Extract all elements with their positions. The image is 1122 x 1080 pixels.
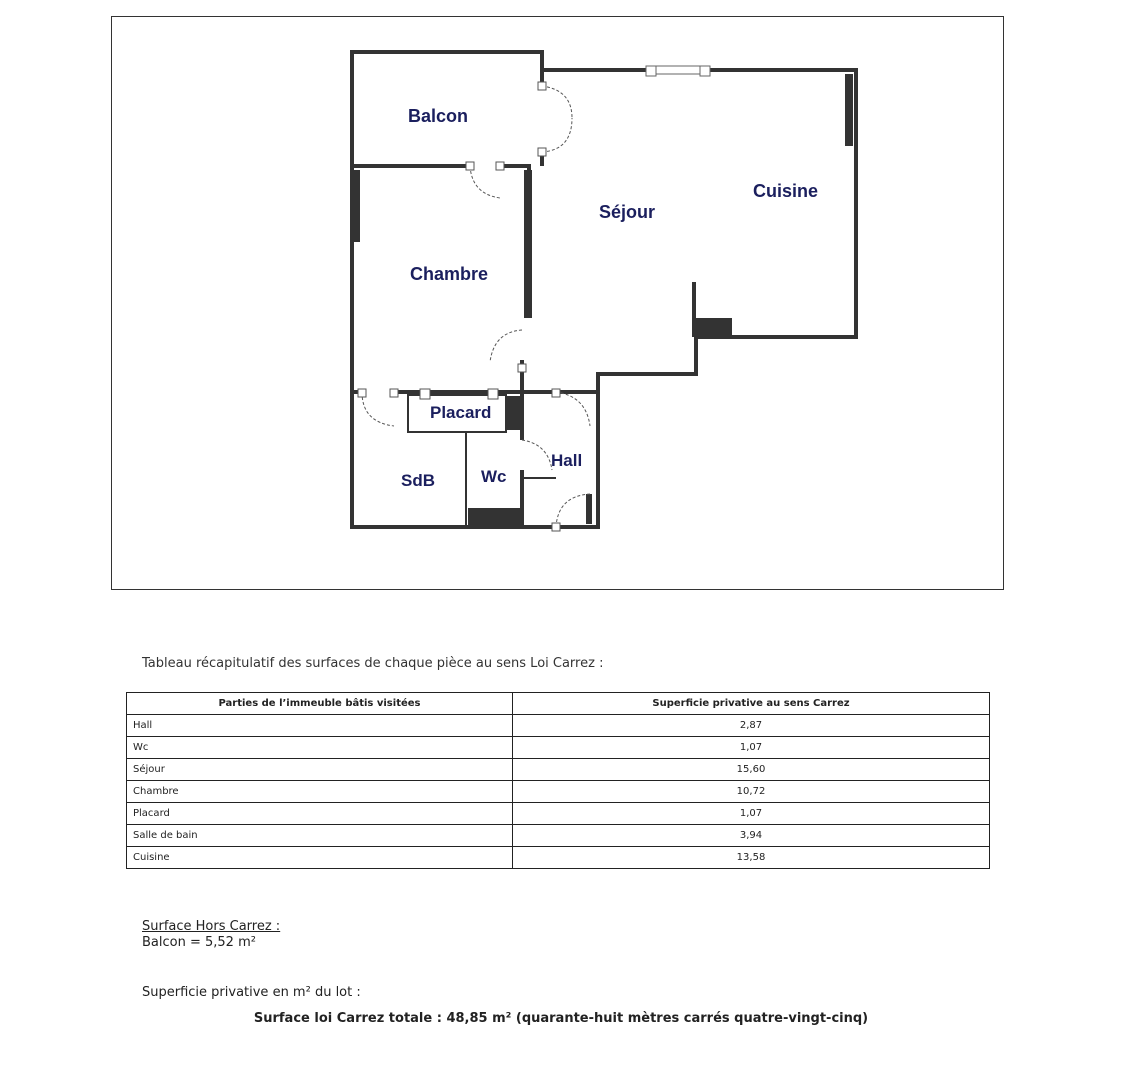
table-caption: Tableau récapitulatif des surfaces de chaque pièce au sens Loi Carrez : (142, 656, 604, 671)
wc-door-arc (522, 440, 552, 470)
sejour-wall-block (524, 170, 532, 318)
table-row (127, 825, 990, 847)
room-label-cuisine: Cuisine (753, 181, 819, 201)
room-label-placard: Placard (430, 403, 492, 422)
lot-title: Superficie privative en m² du lot : (142, 985, 361, 1000)
room-surface: 1,07 (513, 803, 990, 825)
balcon-wall (352, 166, 529, 318)
table-header-row (127, 693, 990, 715)
room-name: Salle de bain (127, 825, 513, 847)
room-name: Séjour (127, 759, 513, 781)
total-surface-words: (quarante-huit mètres carrés quatre-vingt-cinq) (515, 1011, 869, 1026)
room-name: Placard (127, 803, 513, 825)
total-surface (0, 1011, 1122, 1026)
room-surface: 1,07 (513, 737, 990, 759)
room-label-chambre: Chambre (410, 264, 489, 284)
room-surface: 3,94 (513, 825, 990, 847)
wc-block (468, 508, 520, 525)
room-label-balcon: Balcon (408, 106, 469, 126)
hall-door-arc (556, 392, 590, 426)
table-row (127, 715, 990, 737)
table-row (127, 781, 990, 803)
sdb-door-arc (362, 392, 394, 426)
room-surface: 10,72 (513, 781, 990, 803)
chambre-door-arc (470, 166, 500, 198)
balcon-door-arc-2 (542, 118, 572, 152)
kitchen-counter (845, 74, 853, 146)
room-name: Chambre (127, 781, 513, 803)
chambre-wall-block (354, 170, 360, 242)
window (650, 66, 708, 74)
hall-wall-block (586, 494, 592, 524)
placard-block (505, 396, 521, 430)
hors-carrez-value: Balcon = 5,52 m² (142, 935, 256, 950)
hors-carrez-title: Surface Hors Carrez : (142, 919, 281, 934)
header-surface: Superficie privative au sens Carrez (513, 693, 990, 715)
header-rooms: Parties de l’immeuble bâtis visitées (127, 693, 513, 715)
room-label-wc: Wc (481, 467, 507, 486)
table-row (127, 759, 990, 781)
entry-door-arc (556, 494, 590, 527)
room-surface: 13,58 (513, 847, 990, 869)
balcon-door-arc-1 (542, 86, 572, 118)
room-name: Hall (127, 715, 513, 737)
room-surface: 15,60 (513, 759, 990, 781)
table-row (127, 737, 990, 759)
table-row (127, 847, 990, 869)
room-name: Cuisine (127, 847, 513, 869)
surface-table (126, 692, 990, 869)
sejour-door-arc (490, 330, 522, 362)
table-row (127, 803, 990, 825)
room-label-sdb: SdB (401, 471, 435, 490)
kitchen-block (696, 318, 732, 335)
room-label-hall: Hall (551, 451, 583, 470)
room-surface: 2,87 (513, 715, 990, 737)
room-name: Wc (127, 737, 513, 759)
total-surface-value: Surface loi Carrez totale : 48,85 m² (253, 1011, 512, 1026)
room-label-sejour: Séjour (599, 202, 656, 222)
